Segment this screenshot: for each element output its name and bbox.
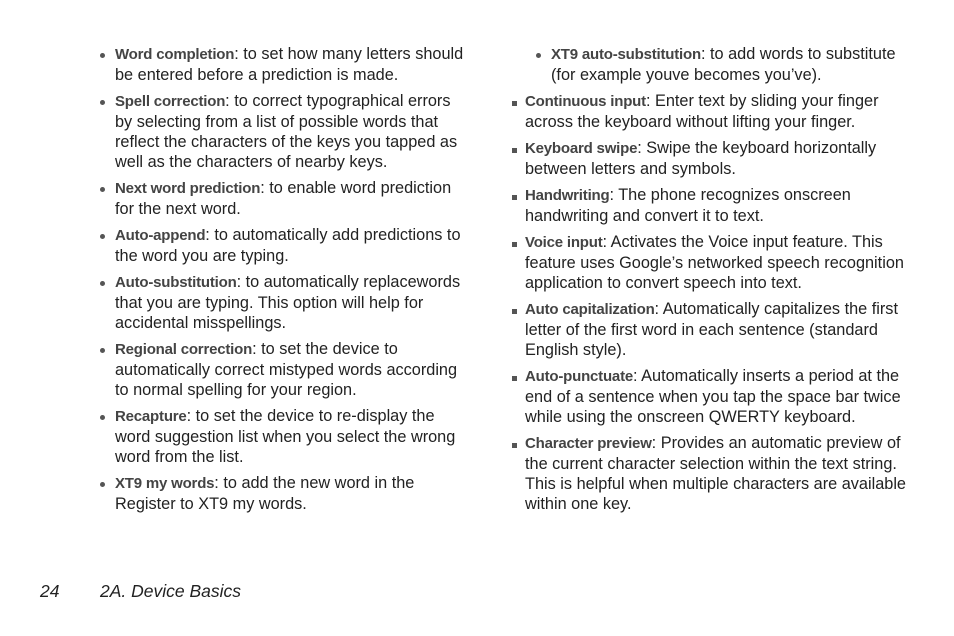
term: Auto-append [115,227,206,244]
description: : to add words to substitute (for example youve becomes you’ve). [551,45,896,84]
term: XT9 auto-substitution [551,46,701,63]
term: XT9 my words [115,475,215,492]
description: : Provides an automatic preview of the current character selection within the text string. This is helpful when multiple characters are available within one key. [525,434,906,513]
description: : Automatically capitalizes the first letter of the first word in each sentence (standard English style). [525,300,898,359]
description: : to set how many letters should be entered before a prediction is made. [115,45,464,84]
right-column [510,44,910,520]
term: Spell correction [115,93,226,110]
term: Auto-substitution [115,274,237,291]
description: : to automatically replacewords that you are typing. This option will help for accidental misspellings. [115,273,461,332]
term: Handwriting [525,187,610,204]
description: : to enable word prediction for the next word. [115,179,452,218]
list-item [534,44,910,85]
description: : Automatically inserts a period at the end of a sentence when you tap the space bar twice while using the onscreen QWERTY keyboard. [525,367,901,426]
description: : Enter text by sliding your finger across the keyboard without lifting your finger. [525,92,879,131]
description: : to set the device to automatically correct mistyped words according to normal spelling for your region. [115,340,458,399]
list-item [510,185,910,226]
list-item [510,232,910,293]
description: : Swipe the keyboard horizontally between letters and symbols. [525,139,877,178]
list-item [98,272,470,333]
term: Recapture [115,408,187,425]
page-footer [40,581,241,602]
description: : to automatically add predictions to the word you are typing. [115,226,461,265]
term: Next word prediction [115,180,261,197]
section-title: 2A. Device Basics [100,581,242,601]
list-item [510,366,910,427]
term: Auto capitalization [525,301,655,318]
description: : Activates the Voice input feature. This feature uses Google’s networked speech recognition application to convert speech into text. [525,233,904,292]
left-bullet-list [98,44,470,514]
term: Regional correction [115,341,253,358]
left-column [98,44,470,520]
description: : The phone recognizes onscreen handwriting and convert it to text. [525,186,851,225]
list-item [510,299,910,360]
list-item [98,225,470,266]
term: Continuous input [525,93,646,110]
term: Character preview [525,435,652,452]
term: Word completion [115,46,235,63]
list-item [98,339,470,400]
page-number: 24 [40,581,60,601]
term: Auto-punctuate [525,368,634,385]
list-item [510,138,910,179]
list-item [98,91,470,172]
list-item [510,91,910,132]
list-item [510,433,910,514]
list-item [98,44,470,85]
description: : to correct typographical errors by selecting from a list of possible words that reflect the characters of the keys you tapped as well as the characters of nearby keys. [115,92,458,171]
square-bullet-list [510,91,910,514]
list-item [98,473,470,514]
list-item [98,406,470,467]
sub-bullet-list [534,44,910,85]
term: Voice input [525,234,603,251]
term: Keyboard swipe [525,140,638,157]
description: : to set the device to re-display the word suggestion list when you select the wrong word from the list. [115,407,456,466]
list-item [98,178,470,219]
description: : to add the new word in the Register to XT9 my words. [115,474,415,513]
